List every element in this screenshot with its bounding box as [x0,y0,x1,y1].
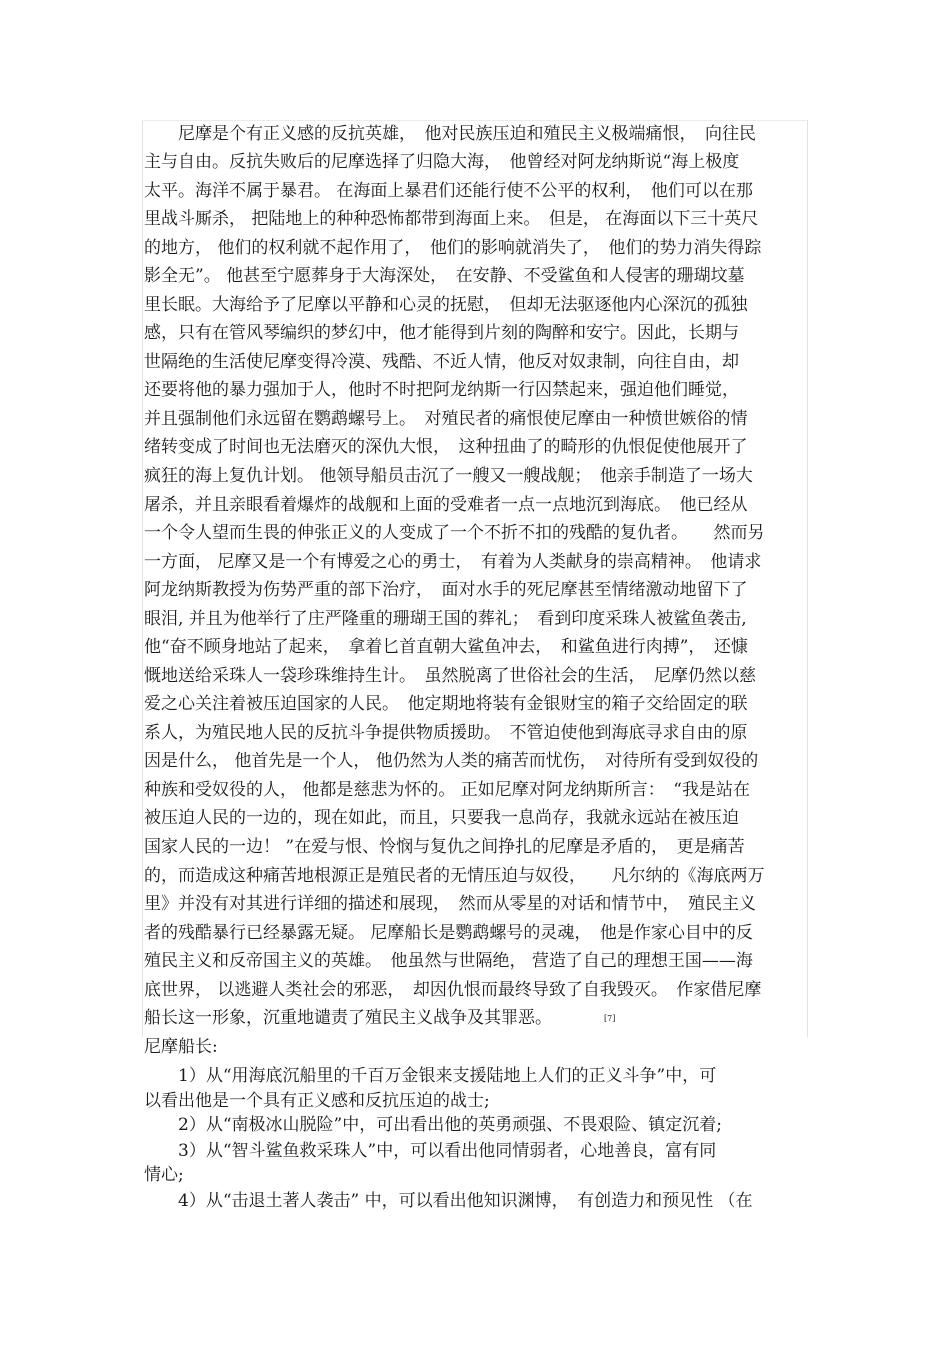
notes-line: 4）从“击退土著人袭击” 中，可以看出他知识渊博， 有创造力和预见性 （在 [144,1191,753,1211]
passage-line: 影全无”。 他甚至宁愿葬身于大海深处， 在安静、不受鲨鱼和人侵害的珊瑚坟墓 [144,266,745,286]
passage-line: 一方面， 尼摩又是一个有博爱之心的勇士， 有着为人类献身的崇高精神。 他请求 [144,552,762,572]
passage-line: 种族和受奴役的人， 他都是慈悲为怀的。 正如尼摩对阿龙纳斯所言： “我是站在 [144,780,750,800]
passage-line: 太平。海洋不属于暴君。 在海面上暴君们还能行使不公平的权利， 他们可以在那 [144,181,753,201]
notes-line: 1）从“用海底沉船里的千百万金银来支援陆地上人们的正义斗争”中，可 [144,1066,717,1086]
notes-line: 以看出他是一个具有正义感和反抗压迫的战士; [144,1091,490,1111]
passage-line: 者的残酷暴行已经暴露无疑。 尼摩船长是鹦鹉螺号的灵魂， 他是作家心目中的反 [144,923,753,943]
passage-line: 绪转变成了时间也无法磨灭的深仇大恨， 这种扭曲了的畸形的仇恨促使他展开了 [144,437,748,457]
passage-line: 阿龙纳斯教授为伤势严重的部下治疗， 面对水手的死尼摩甚至情绪激动地留下了 [144,580,748,600]
passage-line: 并且强制他们永远留在鹦鹉螺号上。 对殖民者的痛恨使尼摩由一种愤世嫉俗的情 [144,409,748,429]
passage-line: 的地方， 他们的权利就不起作用了， 他们的影响就消失了， 他们的势力消失得踪 [144,238,762,258]
passage-line: 世隔绝的生活使尼摩变得冷漠、残酷、不近人情，他反对奴隶制，向往自由，却 [144,352,739,372]
passage-line: 他“奋不顾身地站了起来， 拿着匕首直朝大鲨鱼冲去， 和鲨鱼进行肉搏”， 还慷 [144,637,748,657]
notes-line: 情心; [144,1165,184,1185]
passage-line: 里战斗厮杀， 把陆地上的种种恐怖都带到海面上来。 但是， 在海面以下三十英尺 [144,209,759,229]
passage-line: 尼摩是个有正义感的反抗英雄， 他对民族压迫和殖民主义极端痛恨， 向往民 [144,124,756,144]
passage-line: 慨地送给采珠人一袋珍珠维持生计。 虽然脱离了世俗社会的生活， 尼摩仍然以慈 [144,666,756,686]
passage-line: 一个令人望而生畏的伸张正义的人变成了一个不折不扣的残酷的复仇者。 然而另 [144,523,765,543]
notes-line: 3）从“智斗鲨鱼救采珠人”中，可以看出他同情弱者，心地善良，富有同 [144,1141,717,1161]
citation-mark: [7] [604,1014,616,1023]
passage-line: 里长眠。大海给予了尼摩以平静和心灵的抚慰， 但却无法驱逐他内心深沉的孤独 [144,295,748,315]
notes-line: 2）从“南极冰山脱险”中，可出看出他的英勇顽强、不畏艰险、镇定沉着; [144,1115,722,1135]
passage-line: 被压迫人民的一边的，现在如此，而且，只要我一息尚存，我就永远站在被压迫 [144,808,739,828]
passage-line: 因是什么， 他首先是一个人， 他仍然为人类的痛苦而忧伤， 对待所有受到奴役的 [144,751,759,771]
passage-line: 屠杀，并且亲眼看着爆炸的战舰和上面的受难者一点一点地沉到海底。 他已经从 [144,495,748,515]
passage-line: 国家人民的一边！ ”在爱与恨、怜悯与复仇之间挣扎的尼摩是矛盾的， 更是痛苦 [144,837,745,857]
passage-line: 感，只有在管风琴编织的梦幻中，他才能得到片刻的陶醉和安宁。因此，长期与 [144,323,739,343]
passage-line: 里》并没有对其进行详细的描述和展现， 然而从零星的对话和情节中， 殖民主义 [144,894,756,914]
passage-line: 系人，为殖民地人民的反抗斗争提供物质援助。 不管迫使他到海底寻求自由的原 [144,723,748,743]
passage-line: 疯狂的海上复仇计划。 他领导船员击沉了一艘又一艘战舰； 他亲手制造了一场大 [144,466,753,486]
passage-line: 爱之心关注着被压迫国家的人民。 他定期地将装有金银财宝的箱子交给固定的联 [144,694,748,714]
passage-line: 主与自由。反抗失败后的尼摩选择了归隐大海， 他曾经对阿龙纳斯说“海上极度 [144,152,740,172]
passage-line: 还要将他的暴力强加于人，他时不时把阿龙纳斯一行囚禁起来，强迫他们睡觉， [144,380,739,400]
passage-line: 殖民主义和反帝国主义的英雄。 他虽然与世隔绝， 营造了自己的理想王国——海 [144,951,753,971]
passage-line: 船长这一形象，沉重地谴责了殖民主义战争及其罪恶。 [144,1008,552,1028]
passage-line: 的，而造成这种痛苦地根源正是殖民者的无情压迫与奴役， 凡尔纳的《海底两万 [144,866,765,886]
notes-heading: 尼摩船长: [144,1037,218,1057]
passage-line: 底世界， 以逃避人类社会的邪恶， 却因仇恨而最终导致了自我毁灭。 作家借尼摩 [144,980,762,1000]
passage-line: 眼泪, 并且为他举行了庄严隆重的珊瑚王国的葬礼； 看到印度采珠人被鲨鱼袭击, [144,609,747,629]
